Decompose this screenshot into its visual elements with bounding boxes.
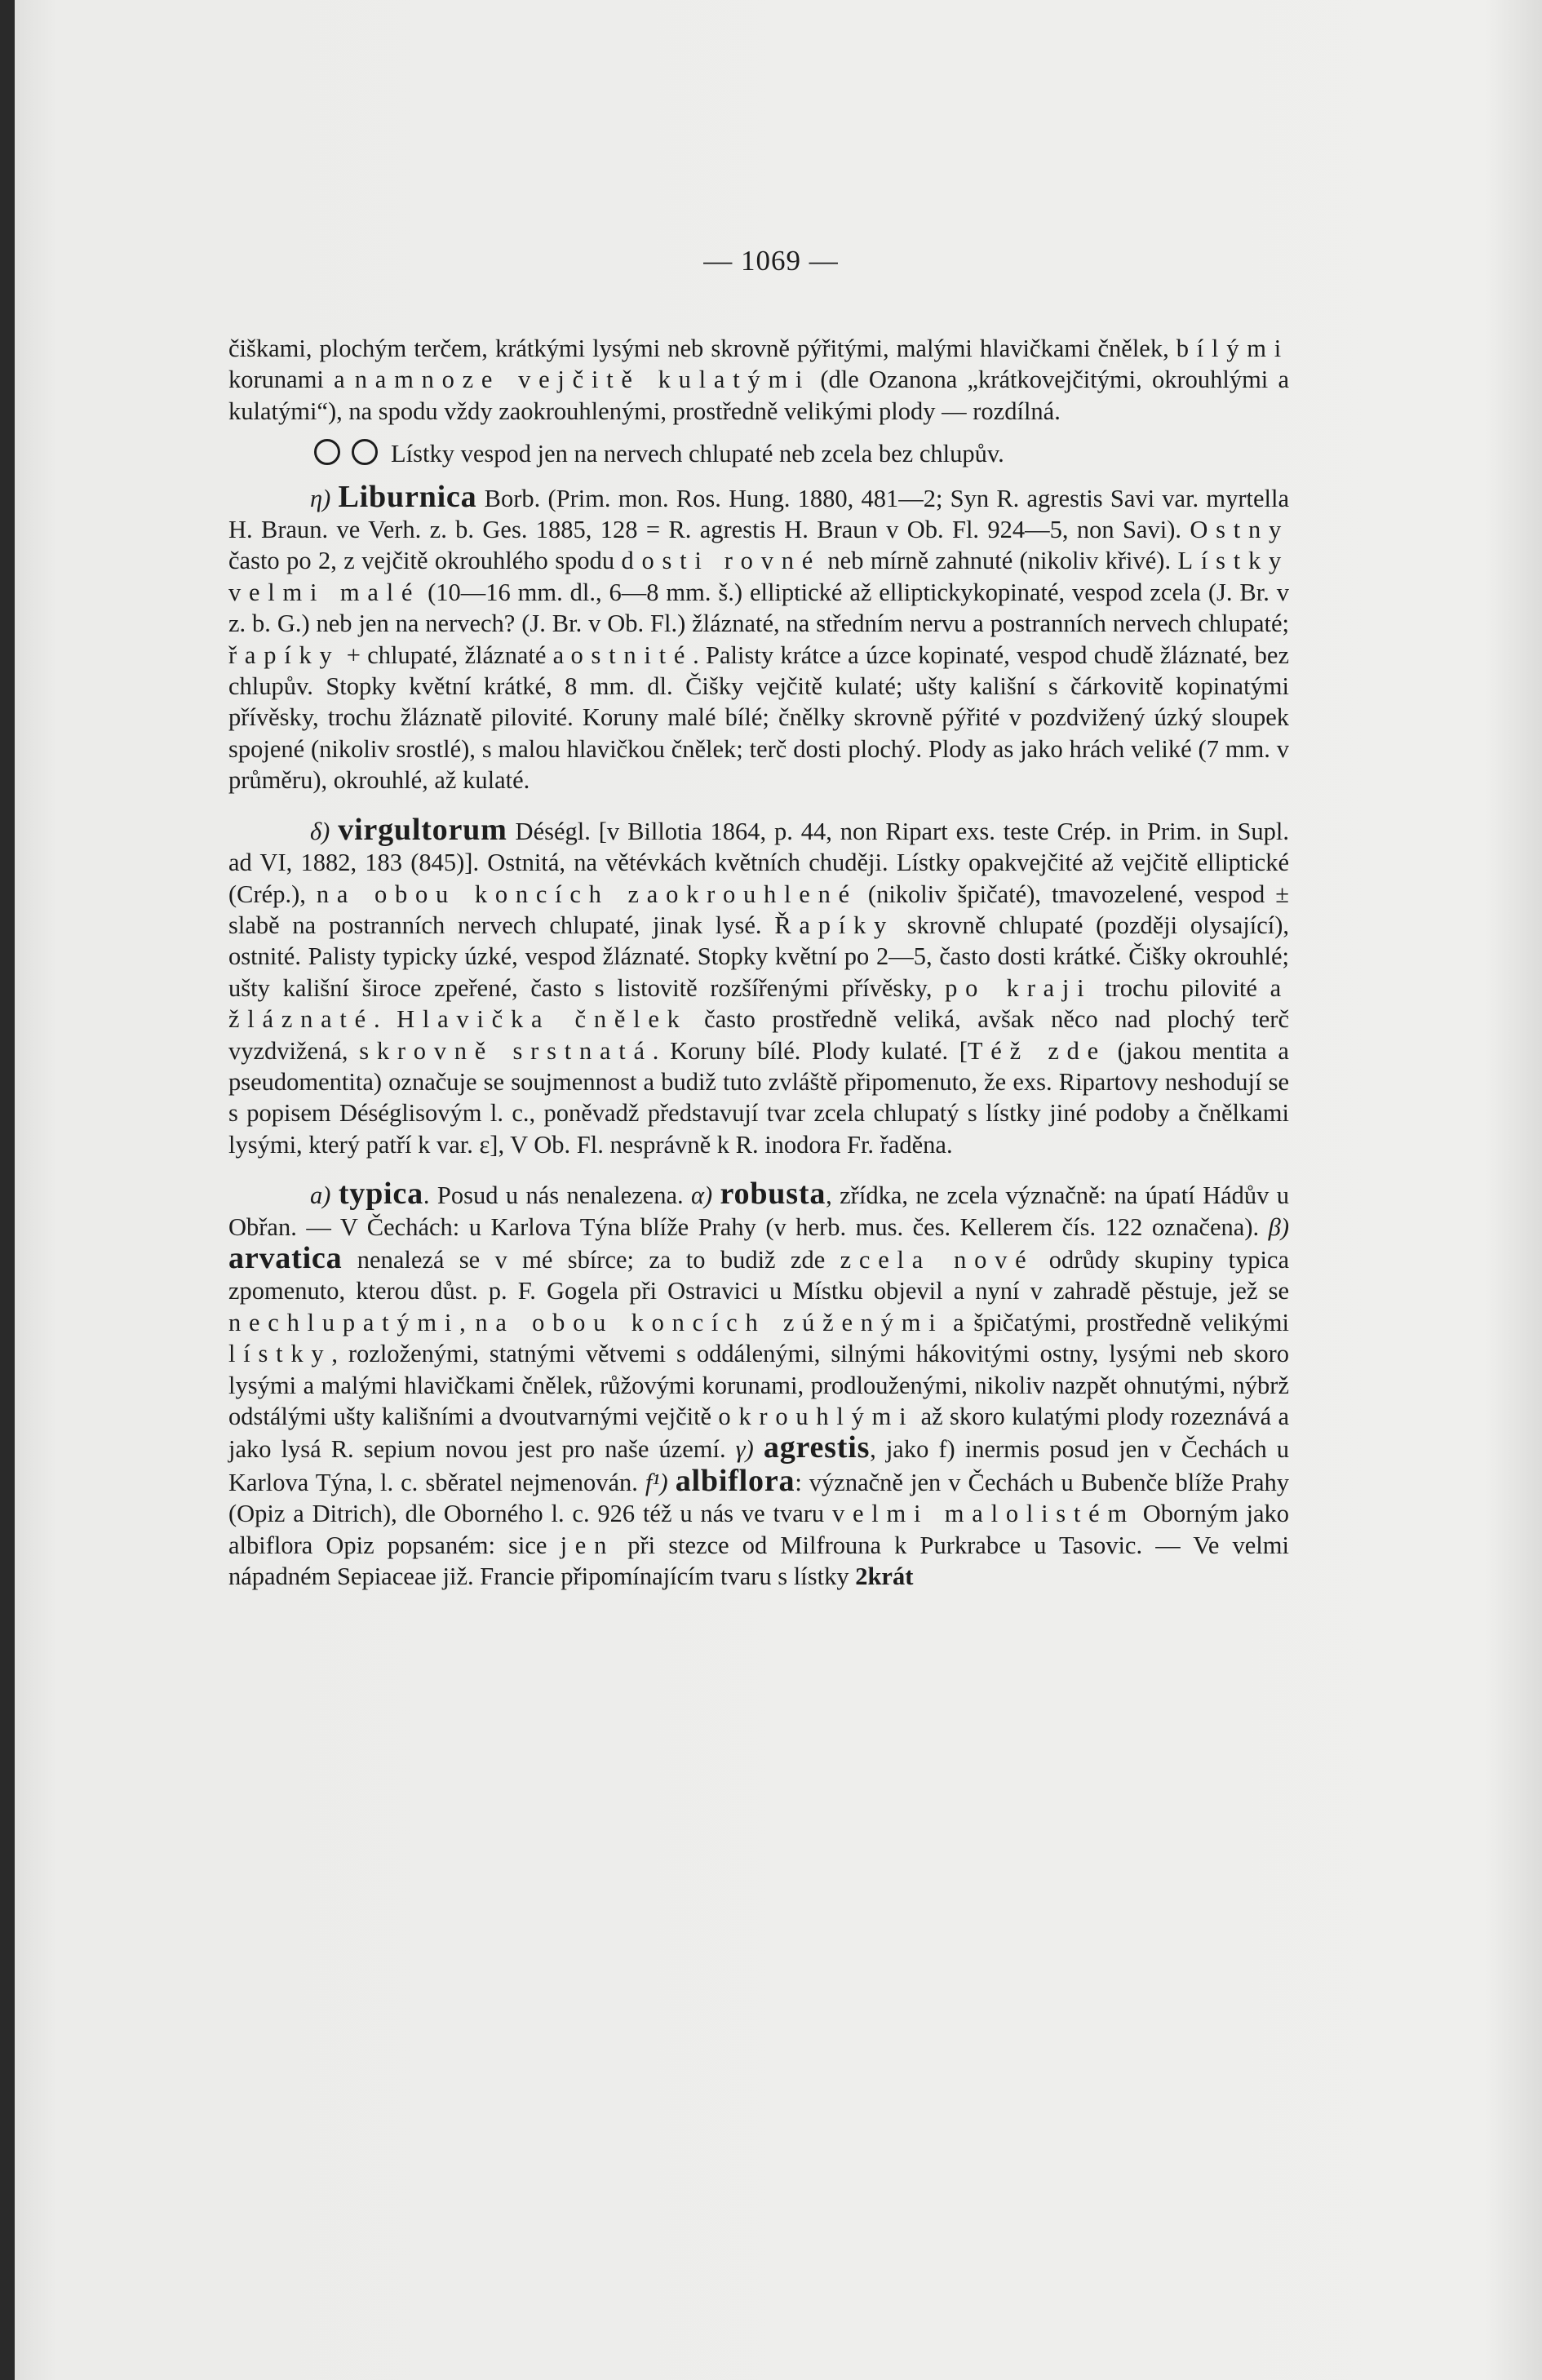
alpha-text-b: , zřídka, ne zcela význačně: na úpatí Hádův u Obřan. — V Čechách: u Karlova Týna blíže Prahy (v herb. mus. čes. Kellerem čís. 122 označena). xyxy=(228,1181,1290,1241)
eta-text-f: . Palisty krátce a úzce kopinaté, vespod chudě žláznaté, bez chlupův. Stopky květní krátké, 8 mm. dl. Čišky vejčitě kulaté; ušty kališní s čárkovitě kopinatými přívěsky, trochu žláznatě pilovité. Koruny malé bílé; čnělky skrovně pýřité v pozdvižený úzký sloupek spojené (nikoliv srostlé), s malou hlavičkou čnělek; terč dosti plochý. Plody as jako hrách veliké (7 mm. v průměru), okrouhlé, až kulaté. xyxy=(228,640,1289,795)
delta-spaced-tez: Též zde xyxy=(967,1036,1106,1065)
eta-spaced-ostnite: ostnité xyxy=(570,640,693,669)
delta-mark: δ) xyxy=(310,817,330,845)
alpha-text-h: až skoro kulatými plody rozeznává a jako lysá R. sepium novou jest pro naše území. xyxy=(228,1403,1289,1464)
alpha-text-j: : význačně jen v Čechách u Bubenče blíže Prahy (Opiz a Ditrich), dle Oborného l. c. 926 též u nás ve tvaru xyxy=(228,1468,1290,1528)
alpha-spaced-okrouhl: okrouhlými xyxy=(718,1403,915,1430)
alpha-text-g: , rozloženými, statnými větvemi s oddálenými, silnými hákovitými ostny, lysými neb skoro lysými a malými hlavičkami čnělek, růžovými korunami, prodlouženými, nikoliv nazpět ohnutými, nýbrž odstálými ušty kališními a dvoutvarnými vejčitě xyxy=(228,1340,1289,1430)
eta-spaced-rapiky: řapíky xyxy=(228,640,340,669)
delta-text-h: (jakou mentita a pseudomentita) označuje se soujmennost a budiž tuto zvláště připomenuto, že exs. Ripartovy neshodují se s popisem Déséglisovým l. c., poněvadž představují tvar zcela chlupatý s lístky jiné podoby a čnělkami lysými, který patří k var. ε], V Ob. Fl. nesprávně k R. inodora Fr. řaděna. xyxy=(228,1036,1289,1159)
eta-mark: η) xyxy=(310,484,331,512)
delta-spaced-skrovne: skrovně srstnatá xyxy=(359,1036,653,1065)
alpha-text-f: a špičatými, prostředně velikými xyxy=(943,1308,1290,1336)
alpha-mark-g: γ) xyxy=(735,1435,754,1464)
alpha-text-d: odrůdy skupiny typica zpomenuto, kterou důst. p. F. Gogela při Ostravici u Místku objevil a nyní v zahradě pěstuje, jež se xyxy=(228,1245,1289,1305)
circles-paragraph xyxy=(228,438,1289,469)
alpha-taxon-agrestis: agrestis xyxy=(763,1430,871,1465)
delta-text-e: . xyxy=(373,1005,397,1034)
delta-text-g: . Koruny bílé. Plody kulaté. [ xyxy=(652,1036,968,1065)
intro-text-b: korunami a xyxy=(228,366,355,394)
alpha-spaced-zcela: zcela nové xyxy=(840,1245,1035,1274)
eta-text-d: (10—16 mm. dl., 6—8 mm. š.) elliptické až elliptickykopinaté, vespod zcela (J. Br. v z. b. G.) neb jen na nervech? (J. Br. v Ob. Fl.) žláznaté, na středním nervu a postranních nervech chlupaté; xyxy=(228,578,1289,638)
alpha-paragraph xyxy=(228,1178,1289,1592)
alpha-mark: a) xyxy=(310,1181,331,1210)
eta-spaced-ostny: Ostny xyxy=(1190,516,1289,544)
delta-taxon-name: virgultorum xyxy=(338,812,507,847)
eta-text-e: + chlupaté, žláznaté a xyxy=(339,640,571,669)
alpha-taxon-albiflora: albiflora xyxy=(675,1463,795,1498)
alpha-mark-f: f¹) xyxy=(645,1468,668,1496)
delta-text-b: (nikoliv špičaté), tmavozelené, vespod ± slabě na postranních nervech chlupaté, jinak lysé. xyxy=(228,880,1289,939)
alpha-mark-b: β) xyxy=(1268,1212,1289,1241)
scan-edge xyxy=(0,0,15,2380)
alpha-text-c: nenalezá se v mé sbírce; za to budiž zde xyxy=(342,1245,840,1274)
alpha-taxon-typica: typica xyxy=(338,1177,423,1212)
alpha-text-a: . Posud u nás nenalezena. xyxy=(423,1181,691,1210)
eta-taxon-name: Liburnica xyxy=(338,479,477,514)
alpha-spaced-naobou: na obou koncích zúženými xyxy=(475,1308,944,1336)
delta-text-f: často prostředně veliká, avšak něco nad plochý terč vyzdvižená, xyxy=(228,1005,1289,1065)
circles-text: Lístky vespod jen na nervech chlupaté neb zcela bez chlupův. xyxy=(391,440,1004,468)
intro-text-c: (dle Ozanona „krátkovejčitými, okrouhlými a kulatými“), na spodu vždy zaokrouhlenými, prostředně velikými plody — rozdílná. xyxy=(228,366,1289,425)
delta-text-c: skrovně chlupaté (později olysající), ostnité. Palisty typicky úzké, vespod žláznaté. Stopky květní po 2—5, často dosti krátké. Čišky okrouhlé; ušty kališní široce zpeřené, často s listovitě rozšířenými přívěsky, xyxy=(228,911,1289,1002)
double-circle-symbol xyxy=(314,439,378,465)
eta-text-c: neb mírně zahnuté (nikoliv křivé). xyxy=(821,547,1178,575)
eta-text-b: často po 2, z vejčitě okrouhlého spodu xyxy=(228,547,622,575)
alpha-taxon-robusta: robusta xyxy=(720,1177,826,1212)
delta-spaced-pokraji: po kraji xyxy=(945,973,1092,1002)
alpha-mark-a: α) xyxy=(690,1181,713,1210)
delta-paragraph xyxy=(228,814,1289,1160)
delta-text-d: trochu pilovité xyxy=(1092,973,1270,1002)
alpha-bold-end: 2krát xyxy=(855,1562,914,1591)
intro-paragraph xyxy=(228,333,1289,427)
alpha-spaced-velmi: velmi malolistém xyxy=(831,1500,1135,1528)
eta-text-a: Borb. (Prim. mon. Ros. Hung. 1880, 481—2; Syn R. agrestis Savi var. myrtella H. Braun. ve Verh. z. b. Ges. 1885, 128 = R. agrestis H. Braun v Ob. Fl. 924—5, non Savi). xyxy=(228,484,1290,544)
alpha-spaced-listky: lístky xyxy=(228,1340,332,1368)
alpha-taxon-arvatica: arvatica xyxy=(228,1240,343,1275)
alpha-text-l: při stezce od Milfrouna k Purkrabce u Tasovic. — Ve velmi nápadném Sepiaceae již. Francie připomínajícím tvaru s lístky xyxy=(228,1531,1289,1591)
alpha-text-e: , xyxy=(459,1308,476,1336)
delta-spaced-naobou: na obou koncích zaokrouhlené xyxy=(316,880,857,908)
alpha-text-k: Oborným jako albiflora Opiz popsaném: sice xyxy=(228,1500,1290,1559)
page-number: — 1069 — xyxy=(703,245,839,277)
delta-spaced-hlav: Hlavička čnělek xyxy=(397,1005,688,1034)
eta-spaced-listky: Lístky velmi malé xyxy=(228,547,1289,606)
alpha-spaced-jen: jen xyxy=(560,1531,615,1559)
circle-icon xyxy=(314,439,340,465)
text-column xyxy=(228,333,1289,1592)
delta-spaced-azlaz: a žláznaté xyxy=(228,973,1289,1034)
intro-spaced-1: bílými xyxy=(1176,335,1289,362)
intro-text-a: čiškami, plochým terčem, krátkými lysými neb skrovně pýřitými, malými hlavičkami čnělek, xyxy=(228,335,1176,362)
alpha-spaced-nechl: nechlupatými xyxy=(228,1308,460,1336)
circle-icon xyxy=(352,439,378,465)
delta-spaced-rapiky: Řapíky xyxy=(774,911,894,939)
alpha-text-i: , jako f) inermis posud jen v Čechách u Karlova Týna, l. c. sběratel nejmenován. xyxy=(228,1435,1290,1496)
intro-spaced-2: namnoze vejčitě kulatými xyxy=(354,366,811,394)
delta-text-a: Déségl. [v Billotia 1864, p. 44, non Ripart exs. teste Crép. in Prim. in Supl. ad VI, 1882, 183 (845)]. Ostnitá, na větévkách květních chuději. Lístky opakvejčité až vejčitě elliptické (Crép.), xyxy=(228,817,1290,908)
eta-spaced-dosti: dosti rovné xyxy=(621,547,822,575)
eta-paragraph xyxy=(228,481,1289,796)
